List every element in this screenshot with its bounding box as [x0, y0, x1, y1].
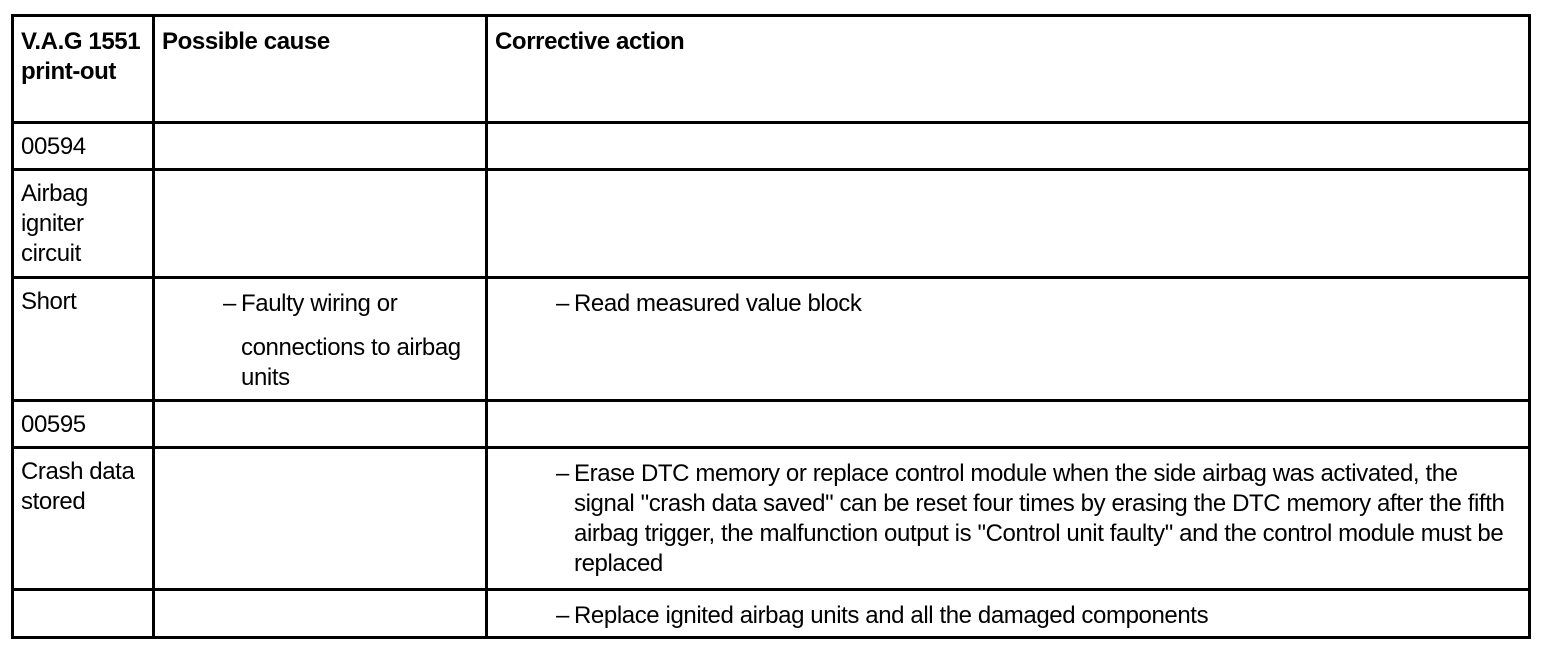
- action-text: Erase DTC memory or replace control module when the side airbag was activated, the signal "crash data saved" can be reset four times by erasing the DTC memory after the fifth airbag trigger, the malfunction output is "Control unit faulty" and the control module must be replaced: [574, 460, 1505, 577]
- bullet-dash: –: [223, 290, 236, 317]
- header-possible-cause: Possible cause: [154, 16, 487, 123]
- cell-cause: [154, 590, 487, 638]
- header-corrective-action: Corrective action: [487, 16, 1530, 123]
- table-header-row: [13, 16, 1530, 123]
- cell-printout: 00595: [13, 401, 154, 448]
- cell-action: [487, 278, 1530, 401]
- bullet-dash: –: [556, 460, 569, 487]
- cell-cause: [154, 170, 487, 278]
- cell-action: [487, 590, 1530, 638]
- cell-cause: [154, 123, 487, 170]
- cell-cause: [154, 278, 487, 401]
- cell-action: [487, 123, 1530, 170]
- action-bullet-item: [556, 599, 1521, 631]
- cell-printout: Airbag igniter circuit: [13, 170, 154, 278]
- table-row: [13, 170, 1530, 278]
- bullet-dash: –: [556, 290, 569, 317]
- cell-action: [487, 170, 1530, 278]
- cell-printout: Crash data stored: [13, 448, 154, 590]
- table-row: [13, 401, 1530, 448]
- cause-text-continuation: connections to airbag units: [241, 334, 461, 391]
- cell-action: [487, 401, 1530, 448]
- cell-printout: Short: [13, 278, 154, 401]
- table-row: [13, 590, 1530, 638]
- header-printout: V.A.G 1551 print-out: [13, 16, 154, 123]
- cell-action: [487, 448, 1530, 590]
- cause-bullet-item: [223, 287, 478, 393]
- action-bullet-item: [556, 457, 1521, 579]
- table-row: [13, 123, 1530, 170]
- cell-printout: [13, 590, 154, 638]
- action-text: Replace ignited airbag units and all the damaged components: [574, 602, 1209, 629]
- bullet-dash: –: [556, 602, 569, 629]
- table-row: [13, 448, 1530, 590]
- cause-text-first-line: Faulty wiring or: [241, 290, 398, 317]
- dtc-table: [11, 14, 1531, 639]
- cause-text: [241, 289, 478, 393]
- action-bullet-item: [556, 287, 1521, 319]
- action-text: Read measured value block: [574, 290, 862, 317]
- cell-cause: [154, 448, 487, 590]
- cell-printout: 00594: [13, 123, 154, 170]
- cell-cause: [154, 401, 487, 448]
- table-row: [13, 278, 1530, 401]
